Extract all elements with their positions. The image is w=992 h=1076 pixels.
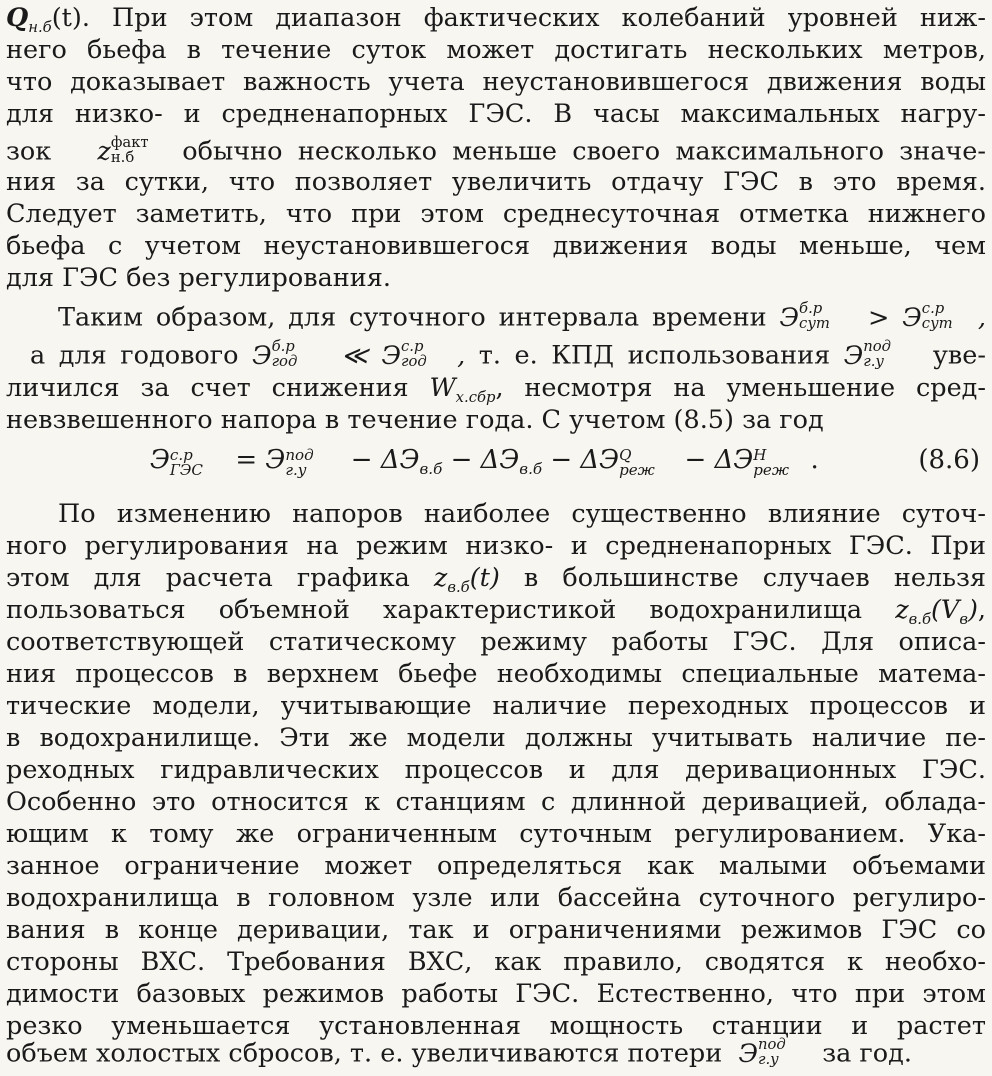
text-line: ния процессов в верхнем бьефе необходимы специальные матема- [6, 659, 986, 689]
text-line: $Q_{н.б}(t)$. При этом диапазон фактических колебаний уровней ниж- [6, 3, 986, 37]
text-line: для низко- и средненапорных ГЭС. В часы максимальных нагру- [6, 99, 986, 129]
text-line: По изменению напоров наиболее существенно влияние суточ- [58, 499, 986, 529]
text-line: бьефа с учетом неустановившегося движения воды меньше, чем [6, 231, 986, 261]
text-line: него бьефа в течение суток может достигать нескольких метров, [6, 35, 986, 65]
text-line: для ГЭС без регулирования. [6, 263, 391, 293]
text-line: этом для расчета графика $z_{в.б}(t)$ в большинстве случаев нельзя [6, 563, 986, 597]
text-line: Следует заметить, что при этом среднесуточная отметка нижнего [6, 199, 986, 229]
text-line: Особенно это относится к станциям с длинной деривацией, облада- [6, 787, 986, 817]
text-line: зок z факт н.б обычно несколько меньше своего максимального значе- [6, 134, 986, 167]
text-line: Таким образом, для суточного интервала времени Э б.р сут > Э с.р сут , [58, 300, 986, 333]
text-line: вания в конце деривации, так и ограничениями режимов ГЭС со [6, 915, 986, 945]
text-line: димости базовых режимов работы ГЭС. Естественно, что при этом [6, 979, 986, 1009]
text-line: тические модели, учитывающие наличие переходных процессов и [6, 691, 986, 721]
text-line: реходных гидравлических процессов и для деривационных ГЭС. [6, 755, 986, 785]
formula-8-6: Э с.р ГЭС = Э под г.у − $\Delta Э_{в.б} - \Delta Э_{в.б} - \Delta Э$ Q реж − ΔЭ H реж . [150, 445, 819, 480]
equation-number: (8.6) [918, 445, 980, 475]
text-line: личился за счет снижения $W_{х.сбр}$, несмотря на уменьшение сред- [6, 373, 986, 407]
text-line: занное ограничение может определяться как малыми объемами [6, 851, 986, 881]
text-line: резко уменьшается установленная мощность станции и растет [6, 1011, 986, 1041]
text-line: а для годового Э б.р год ≪ Э с.р год , т. е. КПД использования Э под г.у уве- [30, 338, 986, 371]
text-line: ющим к тому же ограниченным суточным регулированием. Ука- [6, 819, 986, 849]
text-line: стороны ВХС. Требования ВХС, как правило, сводятся к необхо- [6, 947, 986, 977]
text-line: ния за сутки, что позволяет увеличить отдачу ГЭС в это время. [6, 167, 986, 197]
text-line: ного регулирования на режим низко- и средненапорных ГЭС. При [6, 531, 986, 561]
text-line: соответствующей статическому режиму работы ГЭС. Для описа- [6, 627, 986, 657]
text-line: что доказывает важность учета неустановившегося движения воды [6, 67, 986, 97]
text-line: невзвешенного напора в течение года. С учетом (8.5) за год [6, 405, 824, 435]
text-line: водохранилища в головном узле или бассейна суточного регулиро- [6, 883, 986, 913]
text-line: объем холостых сбросов, т. е. увеличиваются потери Э под г.у за год. [6, 1036, 912, 1069]
text-line: в водохранилище. Эти же модели должны учитывать наличие пе- [6, 723, 986, 753]
text-line: пользоваться объемной характеристикой водохранилища $z_{в.б}(V_в)$, [6, 595, 987, 629]
